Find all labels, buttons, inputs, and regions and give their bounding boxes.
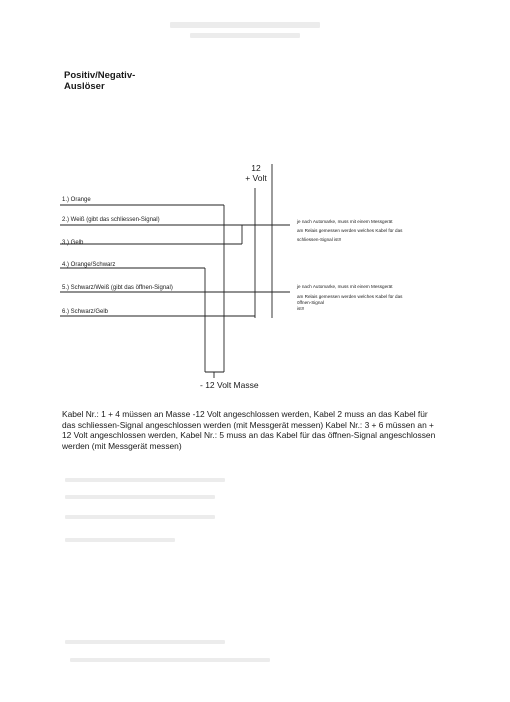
note-close-line-2: am Relais gemessen werden welches Kabel für das — [297, 228, 403, 233]
note-open-signal — [297, 284, 457, 312]
note-open-line-3: öffnen-Signal — [297, 300, 324, 305]
note-open-line-2: am Relais gemessen werden welches Kabel für das — [297, 294, 403, 299]
plus-12v-unit: + Volt — [245, 173, 267, 183]
minus-12v-label: - 12 Volt Masse — [200, 380, 259, 390]
wiring-description: Kabel Nr.: 1 + 4 müssen an Masse -12 Volt angeschlossen werden, Kabel 2 muss an das Kabel für das schliessen-Signal angeschlossen werden (mit Messgerät messen) Kabel Nr.: 3 + 6 müssen an + 12 Volt angeschlossen werden, Kabel Nr.: 5 muss an das Kabel für das öffnen-Signal angeschlossen werden (mit Messgerät messen) — [62, 409, 436, 451]
wire-label-6: 6.) Schwarz/Gelb — [62, 309, 109, 315]
note-open-line-4: ist!! — [297, 306, 305, 311]
wire-label-4: 4.) Orange/Schwarz — [62, 262, 116, 268]
note-close-line-1: je nach Automarke, muss mit einem Messgerät — [297, 219, 393, 224]
plus-12v-label — [236, 163, 276, 183]
plus-12v-value: 12 — [251, 163, 261, 173]
note-open-line-1: je nach Automarke, muss mit einem Messgerät — [297, 284, 393, 289]
note-close-signal — [297, 219, 457, 243]
title-line-2: Auslöser — [64, 81, 105, 92]
title-line-1: Positiv/Negativ- — [64, 70, 136, 81]
wire-label-3: 3.) Gelb — [62, 240, 84, 246]
wire-label-5: 5.) Schwarz/Weiß (gibt das öffnen-Signal) — [62, 285, 173, 291]
note-close-line-3: schliessen-Signal ist!! — [297, 237, 342, 242]
wire-label-1: 1.) Orange — [62, 197, 91, 203]
wire-label-2: 2.) Weiß (gibt das schliessen-Signal) — [62, 217, 160, 223]
